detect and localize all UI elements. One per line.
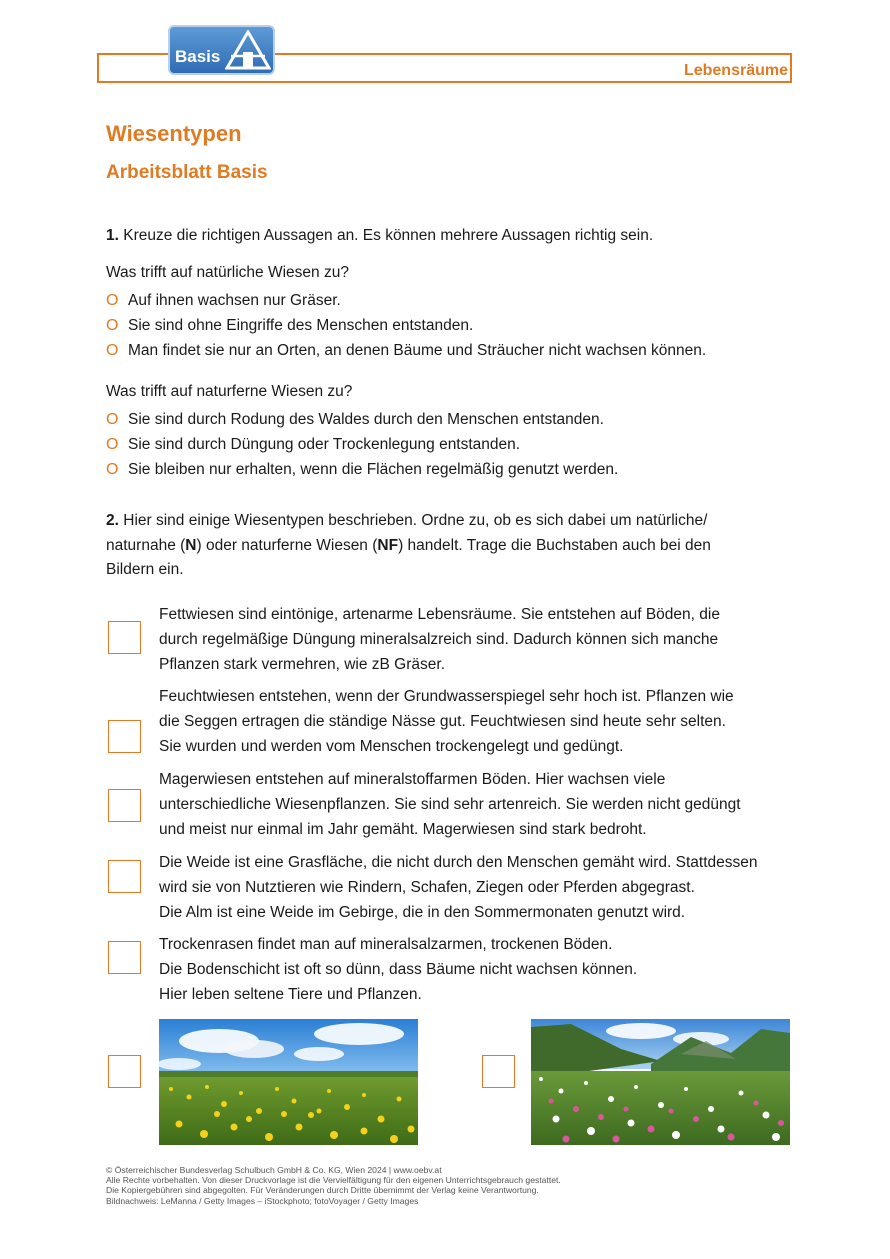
task2-line-3: Bildern ein. (106, 561, 184, 578)
option-label: Man findet sie nur an Orten, an denen Bäume und Sträucher nicht wachsen können. (128, 342, 707, 359)
task2-line-2a: naturnahe ( (106, 536, 186, 554)
desc-line: Magerwiesen entstehen auf mineralstoffarmen Böden. Hier wachsen viele (159, 771, 666, 788)
option-seminatural-3[interactable] (106, 458, 618, 483)
question-seminatural: Was trifft auf naturferne Wiesen zu? (106, 383, 353, 400)
option-label: Sie sind durch Düngung oder Trockenlegung entstanden. (128, 436, 521, 453)
task2-number: 2. (106, 512, 119, 529)
desc-magerwiese (159, 768, 809, 842)
footer-copyright (106, 1165, 561, 1206)
checkbox-circle-icon[interactable]: O (106, 342, 119, 359)
checkbox-circle-icon[interactable]: O (106, 461, 119, 478)
section-label: Lebensräume (683, 62, 788, 79)
logo-text: Basis (175, 47, 221, 66)
desc-line: Fettwiesen sind eintönige, artenarme Lebensräume. Sie entstehen auf Böden, die (159, 606, 720, 623)
answer-box-fettwiese[interactable] (108, 621, 141, 654)
question-natural: Was trifft auf natürliche Wiesen zu? (106, 264, 349, 281)
desc-trockenrasen (159, 933, 809, 1007)
checkbox-circle-icon[interactable]: O (106, 411, 119, 428)
answer-box-weide[interactable] (108, 860, 141, 893)
task1-number: 1. (106, 227, 119, 244)
option-label: Auf ihnen wachsen nur Gräser. (128, 292, 341, 309)
answer-box-image-2[interactable] (482, 1055, 515, 1088)
option-natural-2[interactable] (106, 314, 473, 339)
desc-line: durch regelmäßige Düngung mineralsalzreich sind. Dadurch können sich manche (159, 630, 719, 648)
answer-box-magerwiese[interactable] (108, 789, 141, 822)
desc-line: Die Bodenschicht ist oft so dünn, dass Bäume nicht wachsen können. (159, 960, 638, 978)
option-natural-1[interactable] (106, 289, 341, 314)
checkbox-circle-icon[interactable]: O (106, 436, 119, 453)
desc-weide (159, 851, 809, 925)
footer-line: Bildnachweis: LeManna / Getty Images – iStockphoto; fotoVoyager / Getty Images (106, 1195, 419, 1206)
dandelion-meadow-photo (159, 1019, 418, 1145)
answer-box-image-1[interactable] (108, 1055, 141, 1088)
desc-line: Pflanzen stark vermehren, wie zB Gräser. (159, 655, 446, 673)
task2-line-2 (106, 534, 711, 559)
alpine-meadow-photo (531, 1019, 790, 1145)
desc-line: Feuchtwiesen entstehen, wenn der Grundwasserspiegel sehr hoch ist. Pflanzen wie (159, 688, 734, 705)
desc-line: Die Alm ist eine Weide im Gebirge, die in den Sommermonaten genutzt wird. (159, 903, 686, 921)
code-n: N (185, 536, 197, 554)
desc-line: Die Weide ist eine Grasfläche, die nicht durch den Menschen gemäht wird. Stattdessen (159, 854, 758, 871)
task2-line-1-text: Hier sind einige Wiesentypen beschrieben. Ordne zu, ob es sich dabei um natürliche/ (123, 512, 708, 529)
alpine-meadow-image (531, 1019, 790, 1145)
task1-instruction (106, 224, 653, 249)
code-nf: NF (377, 536, 399, 554)
task2-line-2c: ) handelt. Trage die Buchstaben auch bei den (398, 536, 711, 554)
desc-feuchtwiese (159, 685, 809, 759)
task2-line-2b: ) oder naturferne Wiesen ( (196, 536, 378, 554)
task2-instruction (106, 509, 711, 583)
answer-box-trockenrasen[interactable] (108, 941, 141, 974)
task2-line-1 (106, 509, 711, 534)
page-subtitle: Arbeitsblatt Basis (106, 162, 268, 183)
option-seminatural-2[interactable] (106, 433, 520, 458)
task1-text: Kreuze die richtigen Aussagen an. Es können mehrere Aussagen richtig sein. (123, 227, 654, 244)
desc-line: die Seggen ertragen die ständige Nässe gut. Feuchtwiesen sind heute sehr selten. (159, 712, 726, 730)
footer-line: Alle Rechte vorbehalten. Von dieser Druckvorlage ist die Vervielfältigung für den eigenen Unterrichtsgebrauch gestattet. (106, 1175, 561, 1186)
desc-line: unterschiedliche Wiesenpflanzen. Sie sind sehr artenreich. Sie werden nicht gedüngt (159, 795, 741, 813)
desc-line: Sie wurden und werden vom Menschen trockengelegt und gedüngt. (159, 737, 624, 755)
desc-line: Trockenrasen findet man auf mineralsalzarmen, trockenen Böden. (159, 936, 613, 953)
option-label: Sie sind ohne Eingriffe des Menschen entstanden. (128, 317, 474, 334)
answer-box-feuchtwiese[interactable] (108, 720, 141, 753)
page-title: Wiesentypen (106, 121, 242, 146)
desc-line: wird sie von Nutztieren wie Rindern, Schafen, Ziegen oder Pferden abgegrast. (159, 878, 695, 896)
desc-fettwiese (159, 603, 809, 677)
option-seminatural-1[interactable] (106, 408, 604, 433)
dandelion-meadow-image (159, 1019, 418, 1145)
desc-line: und meist nur einmal im Jahr gemäht. Magerwiesen sind stark bedroht. (159, 820, 647, 838)
checkbox-circle-icon[interactable]: O (106, 292, 119, 309)
option-label: Sie bleiben nur erhalten, wenn die Flächen regelmäßig genutzt werden. (128, 461, 619, 478)
footer-line: Die Kopiergebühren sind abgegolten. Für Veränderungen durch Dritte übernimmt der Verlag keine Verantwortung. (106, 1185, 539, 1196)
desc-line: Hier leben seltene Tiere und Pflanzen. (159, 985, 422, 1003)
option-natural-3[interactable] (106, 339, 706, 364)
option-label: Sie sind durch Rodung des Waldes durch den Menschen entstanden. (128, 411, 604, 428)
footer-line: © Österreichischer Bundesverlag Schulbuch GmbH & Co. KG, Wien 2024 | www.oebv.at (106, 1165, 442, 1175)
triangle-logo-icon (225, 30, 271, 70)
checkbox-circle-icon[interactable]: O (106, 317, 119, 334)
